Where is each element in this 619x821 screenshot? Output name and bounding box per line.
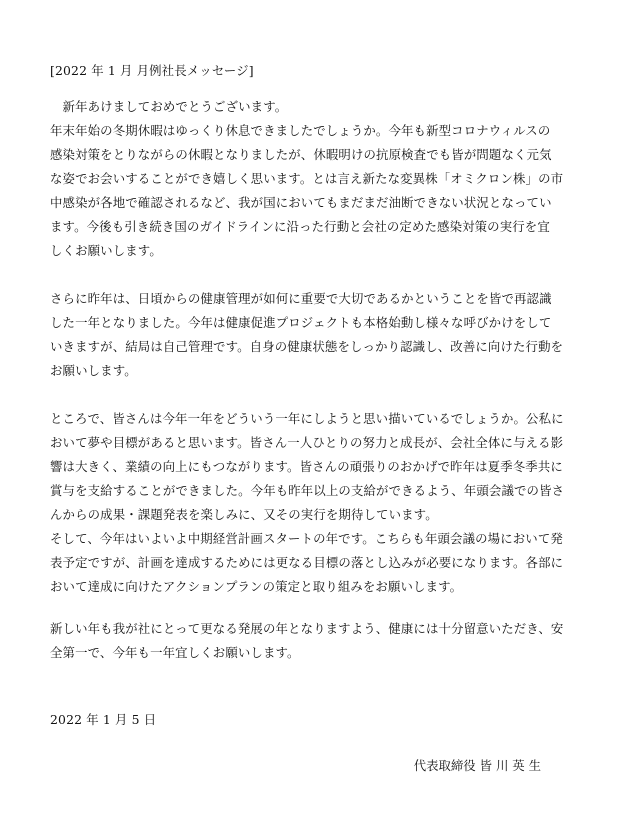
paragraph-1-line-2: 年末年始の冬期休暇はゆっくり休息できましたでしょうか。今年も新型コロナウィルスの [50, 123, 551, 138]
paragraph-2-line-3: いきますが、結局は自己管理です。自身の健康状態をしっかり認識し、改善に向けた行動を [50, 339, 564, 354]
paragraph-3-line-1: ところで、皆さんは今年一年をどういう一年にしようと思い描いているでしょうか。公私に [50, 411, 564, 426]
paragraph-1-line-1: 新年あけましておめでとうございます。 [50, 99, 288, 114]
paragraph-3-line-2: おいて夢や目標があると思います。皆さん一人ひとりの努力と成長が、会社全体に与える影 [50, 435, 564, 450]
paragraph-2-line-1: さらに昨年は、日頃からの健康管理が如何に重要で大切であるかということを皆で再認識 [50, 291, 552, 306]
paragraph-3-line-3: 響は大きく、業績の向上にもつながります。皆さんの頑張りのおかげで昨年は夏季冬季共に [50, 459, 563, 474]
paragraph-3-line-7: 表予定ですが、計画を達成するためには更なる目標の落とし込みが必要になります。各部に [50, 555, 564, 570]
paragraph-3-line-8: おいて達成に向けたアクションプランの策定と取り組みをお願いします。 [50, 579, 463, 594]
paragraph-3-line-4: 賞与を支給することができました。今年も昨年以上の支給ができるよう、年頭会議での皆さ [50, 483, 565, 498]
paragraph-3-line-6: そして、今年はいよいよ中期経営計画スタートの年です。こちらも年頭会議の場において発 [50, 531, 563, 546]
paragraph-4-line-1: 新しい年も我が社にとって更なる発展の年となりますよう、健康には十分留意いただき、安 [50, 621, 564, 636]
paragraph-3-line-5: んからの成果・課題発表を楽しみに、又その実行を期待しています。 [50, 507, 438, 522]
paragraph-1-line-5: 中感染が各地で確認されるなど、我が国においてもまだまだ油断できない状況となってい [50, 195, 552, 210]
document-heading: [2022 年 1 月 月例社長メッセージ] [50, 63, 254, 78]
paragraph-1-line-6: ます。今後も引き続き国のガイドラインに沿った行動と会社の定めた感染対策の実行を宜 [50, 219, 550, 234]
paragraph-1-line-3: 感染対策をとりながらの休暇となりましたが、休暇明けの抗原検査でも皆が問題なく元気 [50, 147, 552, 162]
paragraph-2-line-4: お願いします。 [50, 363, 137, 378]
paragraph-1-line-4: な姿でお会いすることができ嬉しく思います。とは言え新たな変異株「オミクロン株」の市 [50, 171, 564, 186]
paragraph-2-line-2: した一年となりました。今年は健康促進プロジェクトも本格始動し様々な呼びかけをして [50, 315, 552, 330]
paragraph-4-line-2: 全第一で、今年も一年宜しくお願いします。 [50, 645, 300, 660]
document-date: 2022 年 1 月 5 日 [50, 712, 157, 727]
paragraph-1-line-7: しくお願いします。 [50, 243, 162, 258]
signature: 代表取締役 皆 川 英 生 [413, 758, 541, 773]
